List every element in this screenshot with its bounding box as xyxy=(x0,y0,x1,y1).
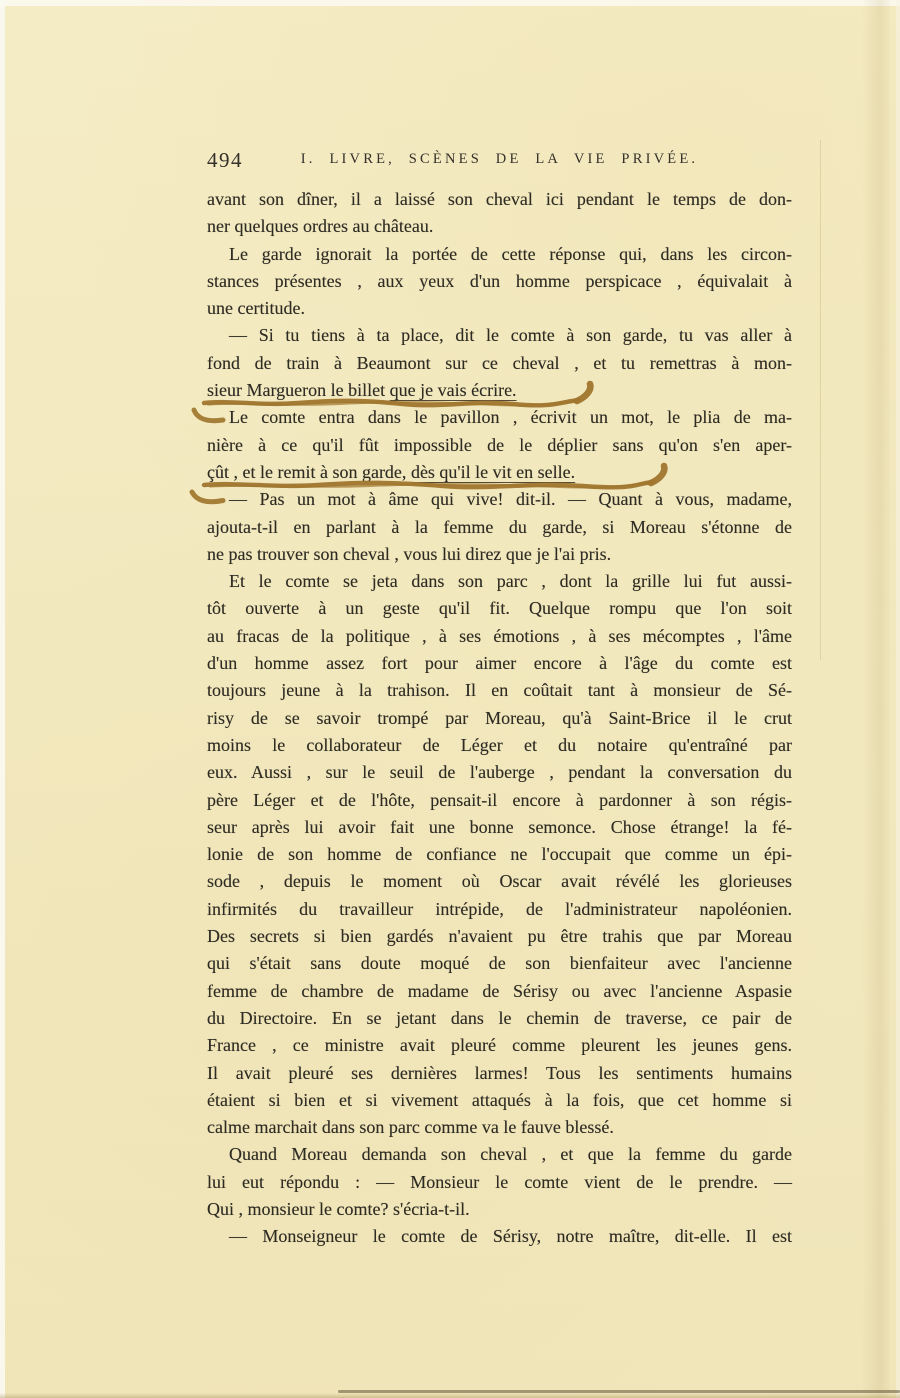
text-line xyxy=(207,377,792,404)
text-line xyxy=(207,459,792,486)
text-line: calme marchait dans son parc comme va le fauve blessé. xyxy=(207,1117,614,1138)
text-line: — Pas un mot à âme qui vive! dit-il. — Quant à vous, madame, xyxy=(229,489,792,510)
text-line: Et le comte se jeta dans son parc , dont la grille lui fut aussi- xyxy=(229,571,792,592)
scan-edge-left xyxy=(0,0,5,1398)
text-line: ajouta-t-il en parlant à la femme du garde, si Moreau s'étonne de xyxy=(207,516,792,537)
scan-edge-top xyxy=(0,0,900,6)
text-line: eux. Aussi , sur le seuil de l'auberge , pendant la conversation du xyxy=(207,762,792,783)
text-line: étaient si bien et si vivement attaqués à la fois, que cet homme si xyxy=(207,1089,792,1110)
text-line: au fracas de la politique , à ses émotions , à ses mécomptes , l'âme xyxy=(207,625,792,646)
text-line: d'un homme assez fort pour aimer encore à l'âge du comte est xyxy=(207,653,792,674)
text-line: tôt ouverte à un geste qu'il fit. Quelque rompu que l'on soit xyxy=(207,598,792,619)
text-line: seur après lui avoir fait une bonne semonce. Chose étrange! la fé- xyxy=(207,816,792,837)
running-title: I. LIVRE, SCÈNES DE LA VIE PRIVÉE. xyxy=(300,151,699,167)
text-line: nière à ce qu'il fût impossible de le déplier sans qu'on s'en aper- xyxy=(207,434,792,455)
page-number: 494 xyxy=(207,148,243,172)
text-line: Il avait pleuré ses dernières larmes! Tous les sentiments humains xyxy=(207,1062,792,1083)
text-line: ne pas trouver son cheval , vous lui direz que je l'ai pris. xyxy=(207,543,612,564)
underlined-phrase: dès qu'il le vit en selle. xyxy=(410,461,576,482)
text-line: du Directoire. En se jetant dans le chemin de traverse, ce pair de xyxy=(207,1007,792,1028)
body-lines xyxy=(207,186,792,1251)
body-text-block xyxy=(207,186,792,1251)
text-line: risy de se savoir trompé par Moreau, qu'à Saint-Brice il le crut xyxy=(207,707,792,728)
page-header xyxy=(207,148,792,174)
text-line: avant son dîner, il a laissé son cheval ici pendant le temps de don- xyxy=(207,189,792,209)
text-line: une certitude. xyxy=(207,298,305,319)
text-line: toujours jeune à la trahison. Il en coûtait tant à monsieur de Sé- xyxy=(207,680,792,701)
text-line: moins le collaborateur de Léger et du notaire qu'entraîné par xyxy=(207,734,792,755)
text-line: femme de chambre de madame de Sérisy ou avec l'ancienne Aspasie xyxy=(207,980,792,1001)
scan-bottom-shadow xyxy=(0,1393,900,1398)
text-line: sode , depuis le moment où Oscar avait révélé les glorieuses xyxy=(207,871,792,892)
text-line: fond de train à Beaumont sur ce cheval , et tu remettras à mon- xyxy=(207,352,792,373)
text-line: France , ce ministre avait pleuré comme pleurent les jeunes gens. xyxy=(207,1035,792,1056)
text-line: ner quelques ordres au château. xyxy=(207,216,434,237)
text-line: père Léger et de l'hôte, pensait-il encore à pardonner à son régis- xyxy=(207,789,792,810)
text-line: Des secrets si bien gardés n'avaient pu être trahis que par Moreau xyxy=(207,926,792,947)
page-fold-shadow xyxy=(862,0,890,1398)
underlined-phrase: que je vais écrire. xyxy=(389,380,517,401)
text-line: — Monseigneur le comte de Sérisy, notre maître, dit-elle. Il est xyxy=(229,1226,792,1247)
scan-edge-right xyxy=(896,0,900,1398)
paper-scratch xyxy=(820,140,821,660)
text-segment: sieur Margueron le billet xyxy=(207,380,390,401)
text-line: infirmités du travailleur intrépide, de l'administrateur napoléonien. xyxy=(207,898,792,919)
text-line: Le comte entra dans le pavillon , écrivit un mot, le plia de ma- xyxy=(229,407,792,428)
text-segment: çût , et le remit à son garde, xyxy=(207,461,411,482)
text-line: lonie de son homme de confiance ne l'occupait que comme un épi- xyxy=(207,844,792,865)
text-line: Quand Moreau demanda son cheval , et que la femme du garde xyxy=(229,1144,792,1165)
text-line: stances présentes , aux yeux d'un homme perspicace , équivalait à xyxy=(207,270,792,291)
text-line: lui eut répondu : — Monsieur le comte vient de le prendre. — xyxy=(207,1171,792,1192)
text-line: — Si tu tiens à ta place, dit le comte à son garde, tu vas aller à xyxy=(229,325,792,346)
text-line: Le garde ignorait la portée de cette réponse qui, dans les circon- xyxy=(229,243,792,264)
text-line: Qui , monsieur le comte? s'écria-t-il. xyxy=(207,1198,470,1219)
text-line: qui s'était sans doute moqué de son bienfaiteur avec l'ancienne xyxy=(207,953,792,974)
